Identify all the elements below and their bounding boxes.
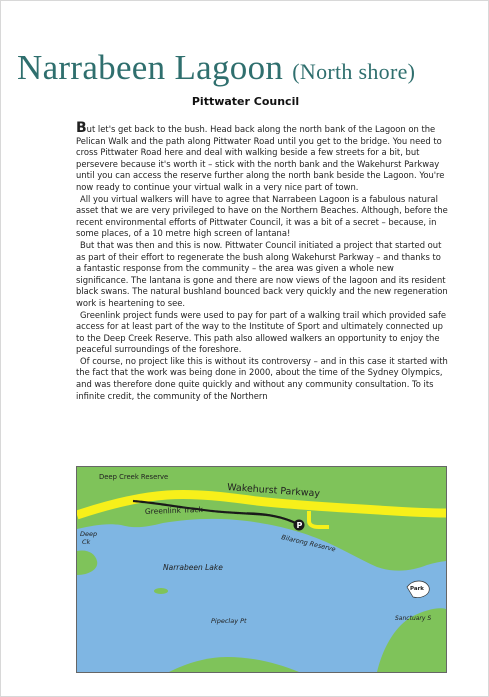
map-label-narrabeen-lake: Narrabeen Lake xyxy=(163,563,223,572)
map-svg xyxy=(77,467,446,672)
article-paragraph xyxy=(76,120,448,194)
article-paragraph: But that was then and this is now. Pittwater Council initiated a project that started out as part of their effort to regenerate the bush along Wakehurst Parkway – and thanks to a fantastic response from the community – the area was given a whole new significance. The lantana is gone and there are now views of the lagoon and its resident black swans. The natural bushland bounced back very quickly and the new regeneration work is heartening to see. xyxy=(76,239,448,308)
page-title xyxy=(17,48,415,92)
paragraph-text: ut let's get back to the bush. Head back along the north bank of the Lagoon on the Pelican Walk and the path along Pittwater Road until you get to the bridge. You need to cross Pittwater Road here and deal with walking beside a few streets for a bit, but persevere because it's worth it – stick with the north bank and the Wakehurst Parkway until you can access the reserve further along the north bank beside the Lagoon. You're now ready to continue your virtual walk in a very nice part of town. xyxy=(76,124,445,192)
map-label-park: Park xyxy=(410,586,424,592)
article-paragraph: Of course, no project like this is without its controversy – and in this case it started with the fact that the work was being done in 2000, about the time of the Sydney Olympics, and was therefore done quite quickly and without any community consultation. To its infinite credit, the community of the Northern xyxy=(76,355,448,401)
map-label-greenlink-track: Greenlink Track xyxy=(144,504,204,516)
map-parking-label: P xyxy=(296,521,303,530)
article-paragraph: All you virtual walkers will have to agree that Narrabeen Lagoon is a fabulous natural asset that we are very privileged to have on the Northern Beaches. Although, before the recent environmental efforts of Pittwater Council, it was a bit of a secret – because, in some places, of a 10 metre high screen of lantana! xyxy=(76,193,448,239)
article-paragraph: Greenlink project funds were used to pay for part of a walking trail which provided safe access for at least part of the way to the Institute of Sport and ultimately connected up to the Deep Creek Reserve. This path also allowed walkers an opportunity to enjoy the peaceful surroundings of the foreshore. xyxy=(76,309,447,355)
map-label-pipeclay-pt: Pipeclay Pt xyxy=(211,617,247,625)
map-label-sanctuary: Sanctuary S xyxy=(395,615,432,622)
article-body xyxy=(76,120,448,402)
map-label-wakehurst-parkway: Wakehurst Parkway xyxy=(226,482,321,500)
drop-cap: B xyxy=(76,120,87,136)
map-label-bilarong-reserve: Bilarong Reserve xyxy=(280,533,337,554)
title-subtitle: (North shore) xyxy=(292,59,416,84)
title-main: Narrabeen Lagoon xyxy=(17,48,284,87)
map-label-deep-ck-1: Deep xyxy=(80,530,98,538)
lagoon-map xyxy=(76,466,447,673)
publisher-name: Pittwater Council xyxy=(191,95,300,108)
map-label-deep-creek-reserve: Deep Creek Reserve xyxy=(99,473,169,481)
map-label-deep-ck-2: Ck xyxy=(82,538,91,546)
map-island xyxy=(154,588,168,594)
